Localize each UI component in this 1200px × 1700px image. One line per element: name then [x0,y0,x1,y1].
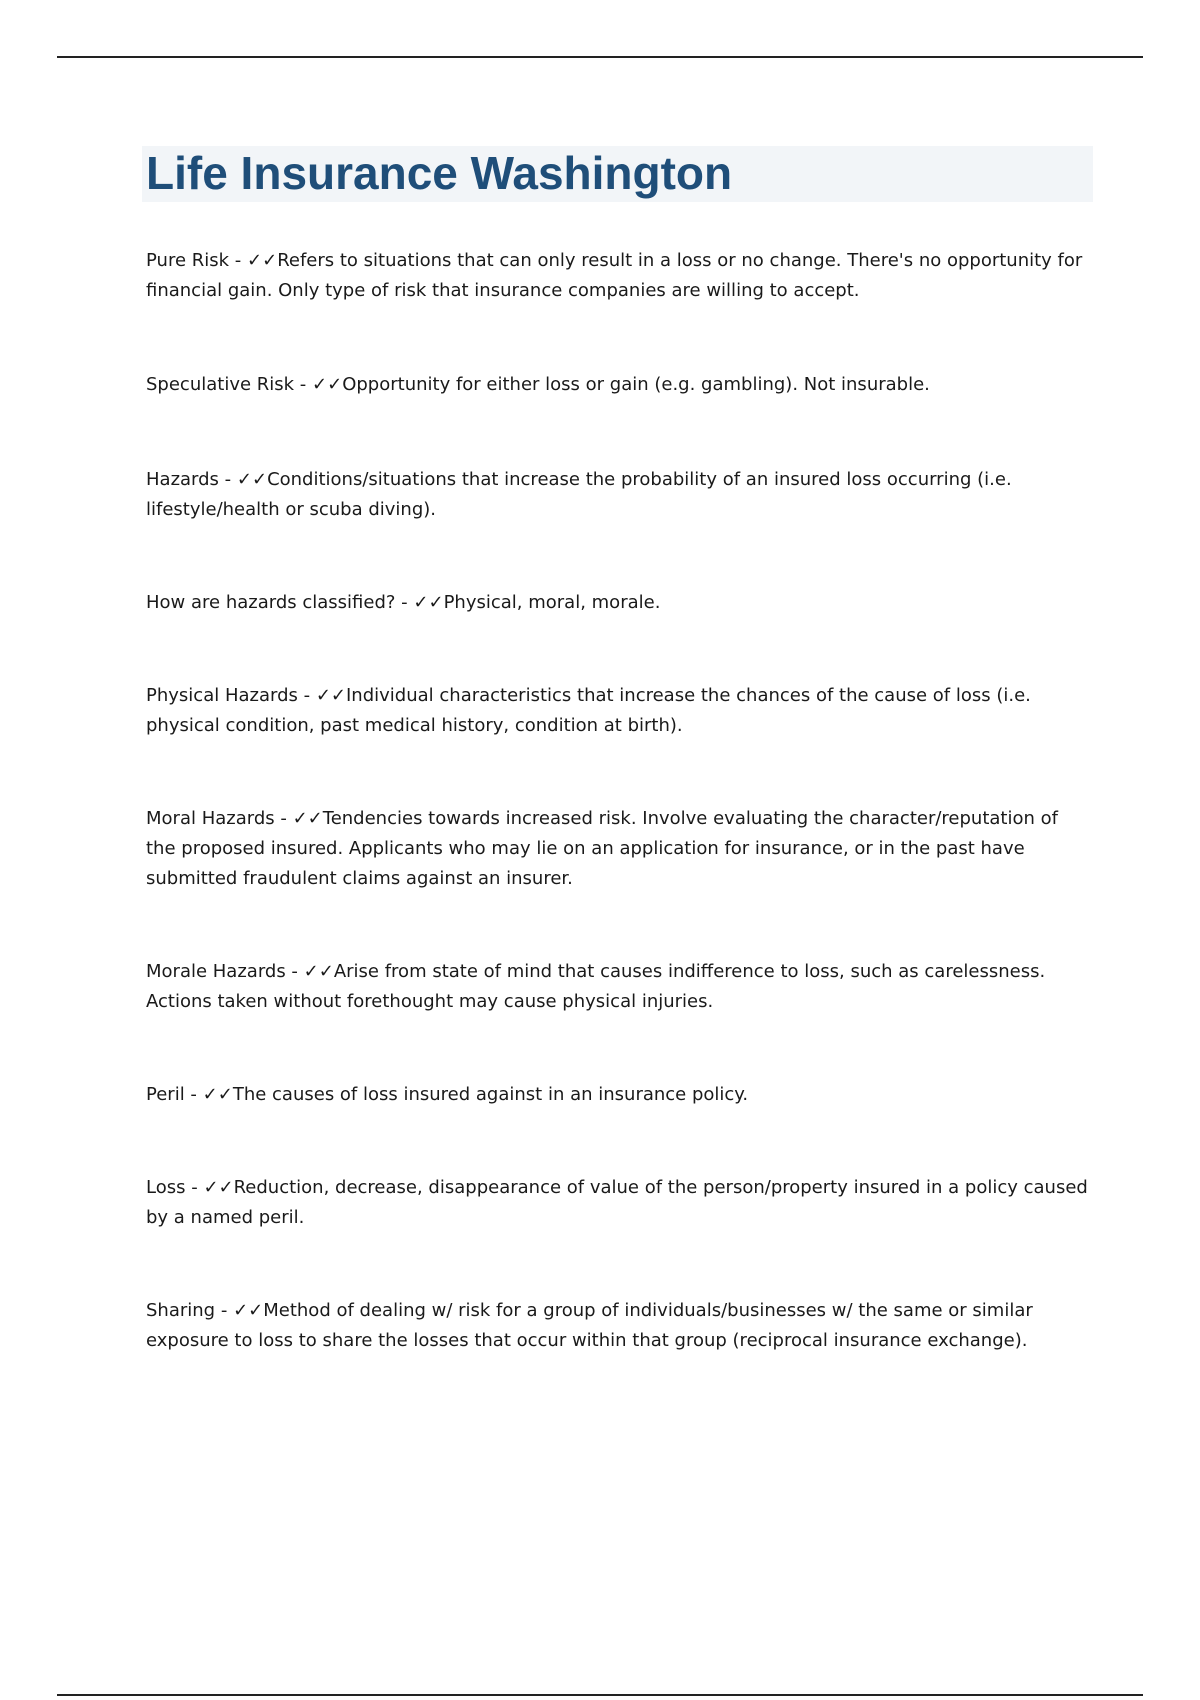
entry-morale-hazards [146,957,1091,1017]
entry-term: Hazards [146,469,219,490]
entry-definition: Tendencies towards increased risk. Involve evaluating the character/reputation of the proposed insured. Applicants who may lie on an application for insurance, or in the past have submitted fraudulent claims against an insurer. [146,808,1058,889]
entry-hazard-classification [146,588,1091,618]
entry-separator: - [218,469,237,490]
entry-pure-risk [146,246,1091,306]
entry-speculative-risk [146,370,1091,400]
entry-definition: Physical, moral, morale. [443,592,661,613]
double-check-icon: ✓✓ [312,374,343,395]
entry-sharing [146,1296,1091,1356]
entry-term: Peril [146,1084,185,1105]
entry-definition: Conditions/situations that increase the probability of an insured loss occurring (i.e. lifestyle/health or scuba diving). [146,469,1012,520]
entry-physical-hazards [146,681,1091,741]
entry-term: Moral Hazards [146,808,275,829]
entry-definition: Refers to situations that can only result in a loss or no change. There's no opportunity for financial gain. Only type of risk that insurance companies are willing to accept. [146,250,1083,301]
entry-separator: - [184,1084,203,1105]
entry-term: Speculative Risk [146,374,295,395]
entry-definition: Arise from state of mind that causes indifference to loss, such as carelessness. Actions taken without forethought may cause physical injuries. [146,961,1046,1012]
bottom-rule [57,1694,1143,1696]
top-rule [57,56,1143,58]
double-check-icon: ✓✓ [203,1177,234,1198]
entry-separator: - [229,250,248,271]
entry-separator: - [215,1300,234,1321]
entry-definition: Opportunity for either loss or gain (e.g. gambling). Not insurable. [342,374,930,395]
double-check-icon: ✓✓ [233,1300,264,1321]
double-check-icon: ✓✓ [202,1084,233,1105]
entry-separator: - [297,685,316,706]
entry-separator: - [185,1177,204,1198]
page-title: Life Insurance Washington [146,147,733,199]
entry-term: Morale Hazards [146,961,286,982]
double-check-icon: ✓✓ [292,808,323,829]
double-check-icon: ✓✓ [236,469,268,490]
entry-hazards [146,465,1091,525]
entry-moral-hazards [146,804,1091,894]
entry-separator: - [274,808,293,829]
entry-definition: The causes of loss insured against in an insurance policy. [232,1084,749,1105]
entry-definition: Method of dealing w/ risk for a group of individuals/businesses w/ the same or similar exposure to loss to share the losses that occur within that group (reciprocal insurance exchange). [146,1300,1033,1351]
entry-loss [146,1173,1091,1233]
double-check-icon: ✓✓ [413,592,444,613]
entry-term: How are hazards classified? [146,592,396,613]
entry-definition: Reduction, decrease, disappearance of value of the person/property insured in a policy caused by a named peril. [146,1177,1088,1228]
entry-peril [146,1080,1091,1110]
double-check-icon: ✓✓ [315,685,346,706]
entry-term: Sharing [146,1300,216,1321]
entry-term: Loss [146,1177,186,1198]
entry-term: Pure Risk [146,250,230,271]
entry-term: Physical Hazards [146,685,298,706]
double-check-icon: ✓✓ [247,250,278,271]
entry-separator: - [395,592,414,613]
entry-definition: Individual characteristics that increase the chances of the cause of loss (i.e. physical condition, past medical history, condition at birth). [146,685,1031,736]
entry-separator: - [294,374,313,395]
entry-separator: - [285,961,304,982]
double-check-icon: ✓✓ [303,961,334,982]
